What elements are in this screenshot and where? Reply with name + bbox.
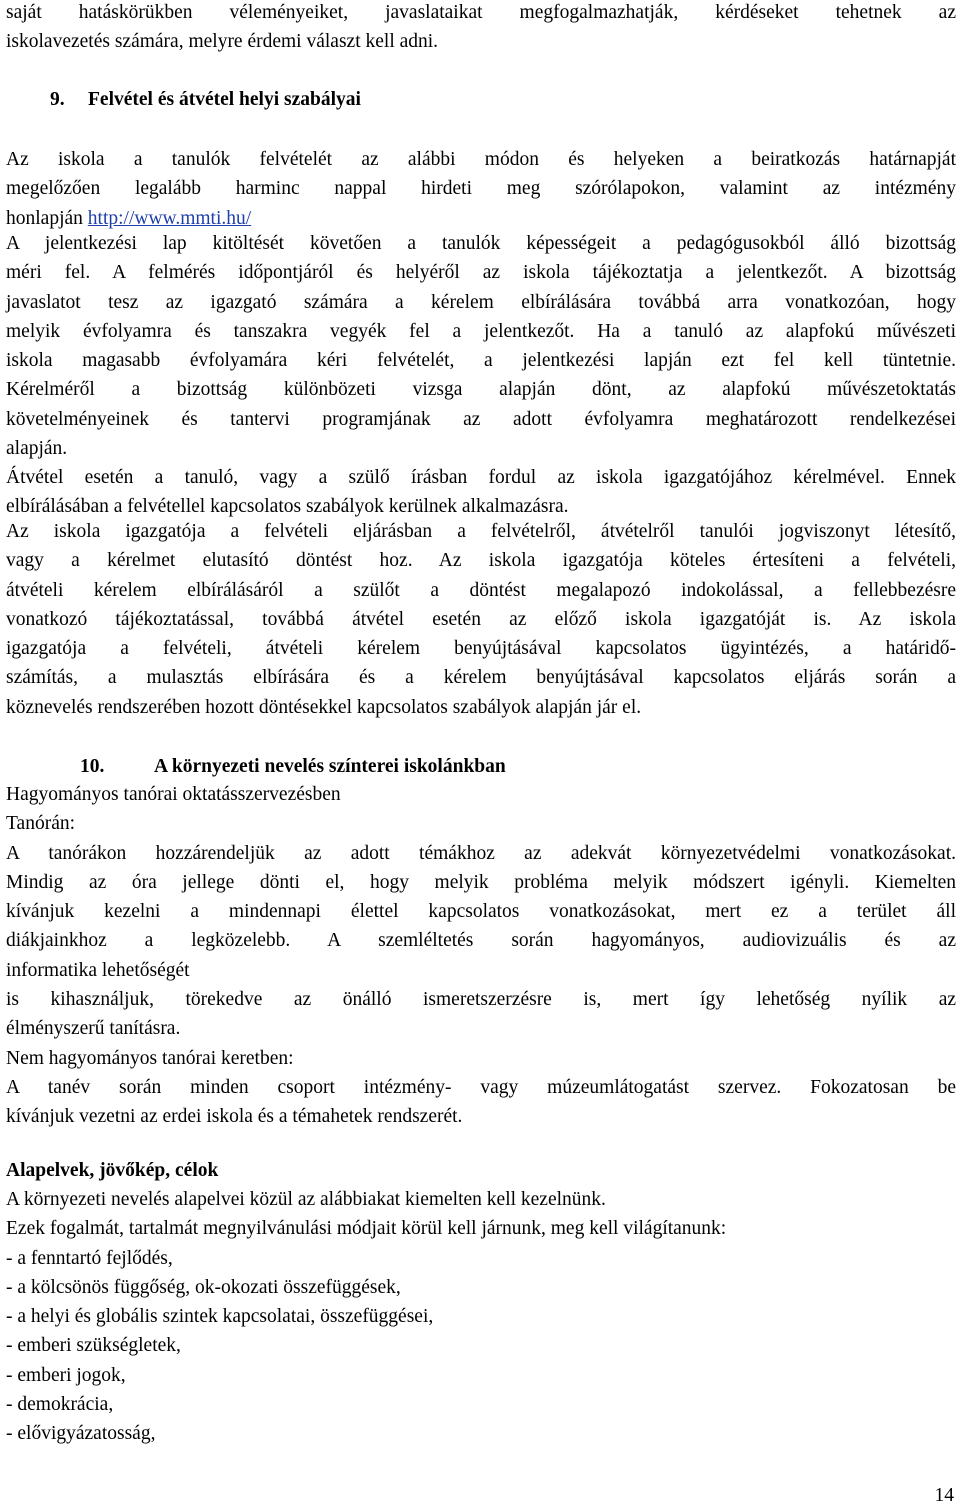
text-line: kívánjuk vezetni az erdei iskola és a témahetek rendszerét. [6, 1106, 463, 1128]
text-line: kívánjuk kezelni a mindennapi élettel kapcsolatos vonatkozásokat, mert ez a terület áll [6, 901, 956, 923]
text-line: informatika lehetőségét [6, 959, 190, 981]
principles-title: Alapelvek, jövőkép, célok [6, 1160, 219, 1181]
section-9-paragraph [6, 463, 956, 522]
text-line: számítás, a mulasztás elbírására és a kérelem benyújtásával kapcsolatos eljárás során a [6, 667, 956, 689]
text-line: iskolavezetés számára, melyre érdemi választ kell adni. [6, 31, 439, 53]
text-line: diákjainkhoz a legközelebb. A szemléltetés során hagyományos, audiovizuális és az [6, 930, 956, 952]
text-line: Az iskola a tanulók felvételét az alábbi módon és helyeken a beiratkozás határnapját [6, 149, 956, 170]
section-9-paragraph [6, 145, 956, 233]
section-9-paragraph [6, 229, 956, 463]
text-line: Hagyományos tanórai oktatásszervezésben [6, 784, 341, 805]
list-item: - a kölcsönös függőség, ok-okozati összefüggések, [6, 1276, 401, 1298]
list-item: - elővigyázatosság, [6, 1423, 156, 1445]
text-line: A környezeti nevelés alapelvei közül az alábbiakat kiemelten kell kezelnünk. [6, 1189, 606, 1210]
section-10-body [6, 780, 956, 1132]
text-line: A tanórákon hozzárendeljük az adott témákhoz az adekvát környezetvédelmi vonatkozásokat. [6, 842, 956, 864]
text-line: Ezek fogalmát, tartalmát megnyilvánulási módjait körül kell járnunk, meg kell világítanunk: [6, 1218, 727, 1240]
intro-paragraph [6, 0, 956, 57]
section-9-title: Felvétel és átvétel helyi szabályai [88, 89, 361, 110]
text-line: méri fel. A felmérés időpontjáról és helyéről az iskola tájékoztatja a jelentkezőt. A bizottság [6, 262, 956, 284]
text-line: élményszerű tanításra. [6, 1018, 181, 1040]
text-line: saját hatáskörükben véleményeiket, javaslataikat megfogalmazhatják, kérdéseket tehetnek az [6, 2, 956, 23]
text-line: átvételi kérelem elbírálásáról a szülőt a döntést megalapozó indokolással, a fellebbezésre [6, 579, 956, 601]
text-line: Kérelméről a bizottság különbözeti vizsga alapján dönt, az alapfokú művészetoktatás [6, 379, 956, 401]
list-item: - a helyi és globális szintek kapcsolatai, összefüggései, [6, 1306, 434, 1328]
text-line: követelményeinek és tantervi programjának az adott évfolyamra meghatározott rendelkezései [6, 408, 956, 430]
text-line: iskola magasabb évfolyamára kéri felvételét, a jelentkezési lapján ezt fel kell tüntetnie. [6, 350, 956, 372]
text-line: köznevelés rendszerében hozott döntésekkel kapcsolatos szabályok alapján jár el. [6, 696, 642, 718]
text-line: melyik évfolyamra és tanszakra vegyék fel a jelentkezőt. Ha a tanuló az alapfokú művészeti [6, 320, 956, 342]
section-9-paragraph [6, 517, 956, 722]
website-link[interactable]: http://www.mmti.hu/ [87, 207, 252, 229]
text-line: A tanév során minden csoport intézmény- vagy múzeumlátogatást szervez. Fokozatosan be [6, 1076, 956, 1098]
text-line: Nem hagyományos tanórai keretben: [6, 1047, 294, 1069]
text-line: Mindig az óra jellege dönti el, hogy melyik probléma melyik módszert igényli. Kiemelten [6, 871, 956, 893]
text-line: elbírálásában a felvétellel kapcsolatos szabályok kerülnek alkalmazásra. [6, 496, 569, 518]
section-10-number: 10. [80, 756, 105, 777]
text-line: is kihasználjuk, törekedve az önálló ismeretszerzésre is, mert így lehetőség nyílik az [6, 989, 956, 1011]
page-number: 14 [934, 1485, 954, 1506]
list-item: - emberi szükségletek, [6, 1335, 181, 1357]
text-line: alapján. [6, 438, 68, 460]
principles-body [6, 1185, 956, 1449]
section-9-number: 9. [50, 89, 65, 110]
text-span: honlapján [6, 207, 88, 229]
text-line: igazgatója a felvételi, átvételi kérelem benyújtásával kapcsolatos ügyintézés, a határidő- [6, 638, 956, 660]
text-line: Átvétel esetén a tanuló, vagy a szülő írásban fordul az iskola igazgatójához kérelmével. Ennek [6, 467, 956, 488]
list-item: - emberi jogok, [6, 1364, 126, 1386]
list-item: - a fenntartó fejlődés, [6, 1247, 173, 1269]
text-line: Tanórán: [6, 813, 76, 835]
text-line: vonatkozó tájékoztatással, továbbá átvétel esetén az előző iskola igazgatóját is. Az iskola [6, 608, 956, 630]
text-line: A jelentkezési lap kitöltését követően a tanulók képességeit a pedagógusokból álló bizottság [6, 233, 956, 254]
section-10-title: A környezeti nevelés színterei iskolánkban [154, 756, 506, 777]
principles-list [6, 1244, 956, 1449]
list-item: - demokrácia, [6, 1394, 114, 1416]
text-line: javaslatot tesz az igazgató számára a kérelem elbírálására továbbá arra vonatkozóan, hogy [6, 291, 956, 313]
text-line: megelőzően legalább harminc nappal hirdeti meg szórólapokon, valamint az intézmény [6, 178, 956, 200]
text-line: Az iskola igazgatója a felvételi eljárásban a felvételről, átvételről tanulói jogviszonyt létesítő, [6, 521, 956, 542]
text-line: vagy a kérelmet elutasító döntést hoz. Az iskola igazgatója köteles értesíteni a felvételi, [6, 550, 956, 572]
